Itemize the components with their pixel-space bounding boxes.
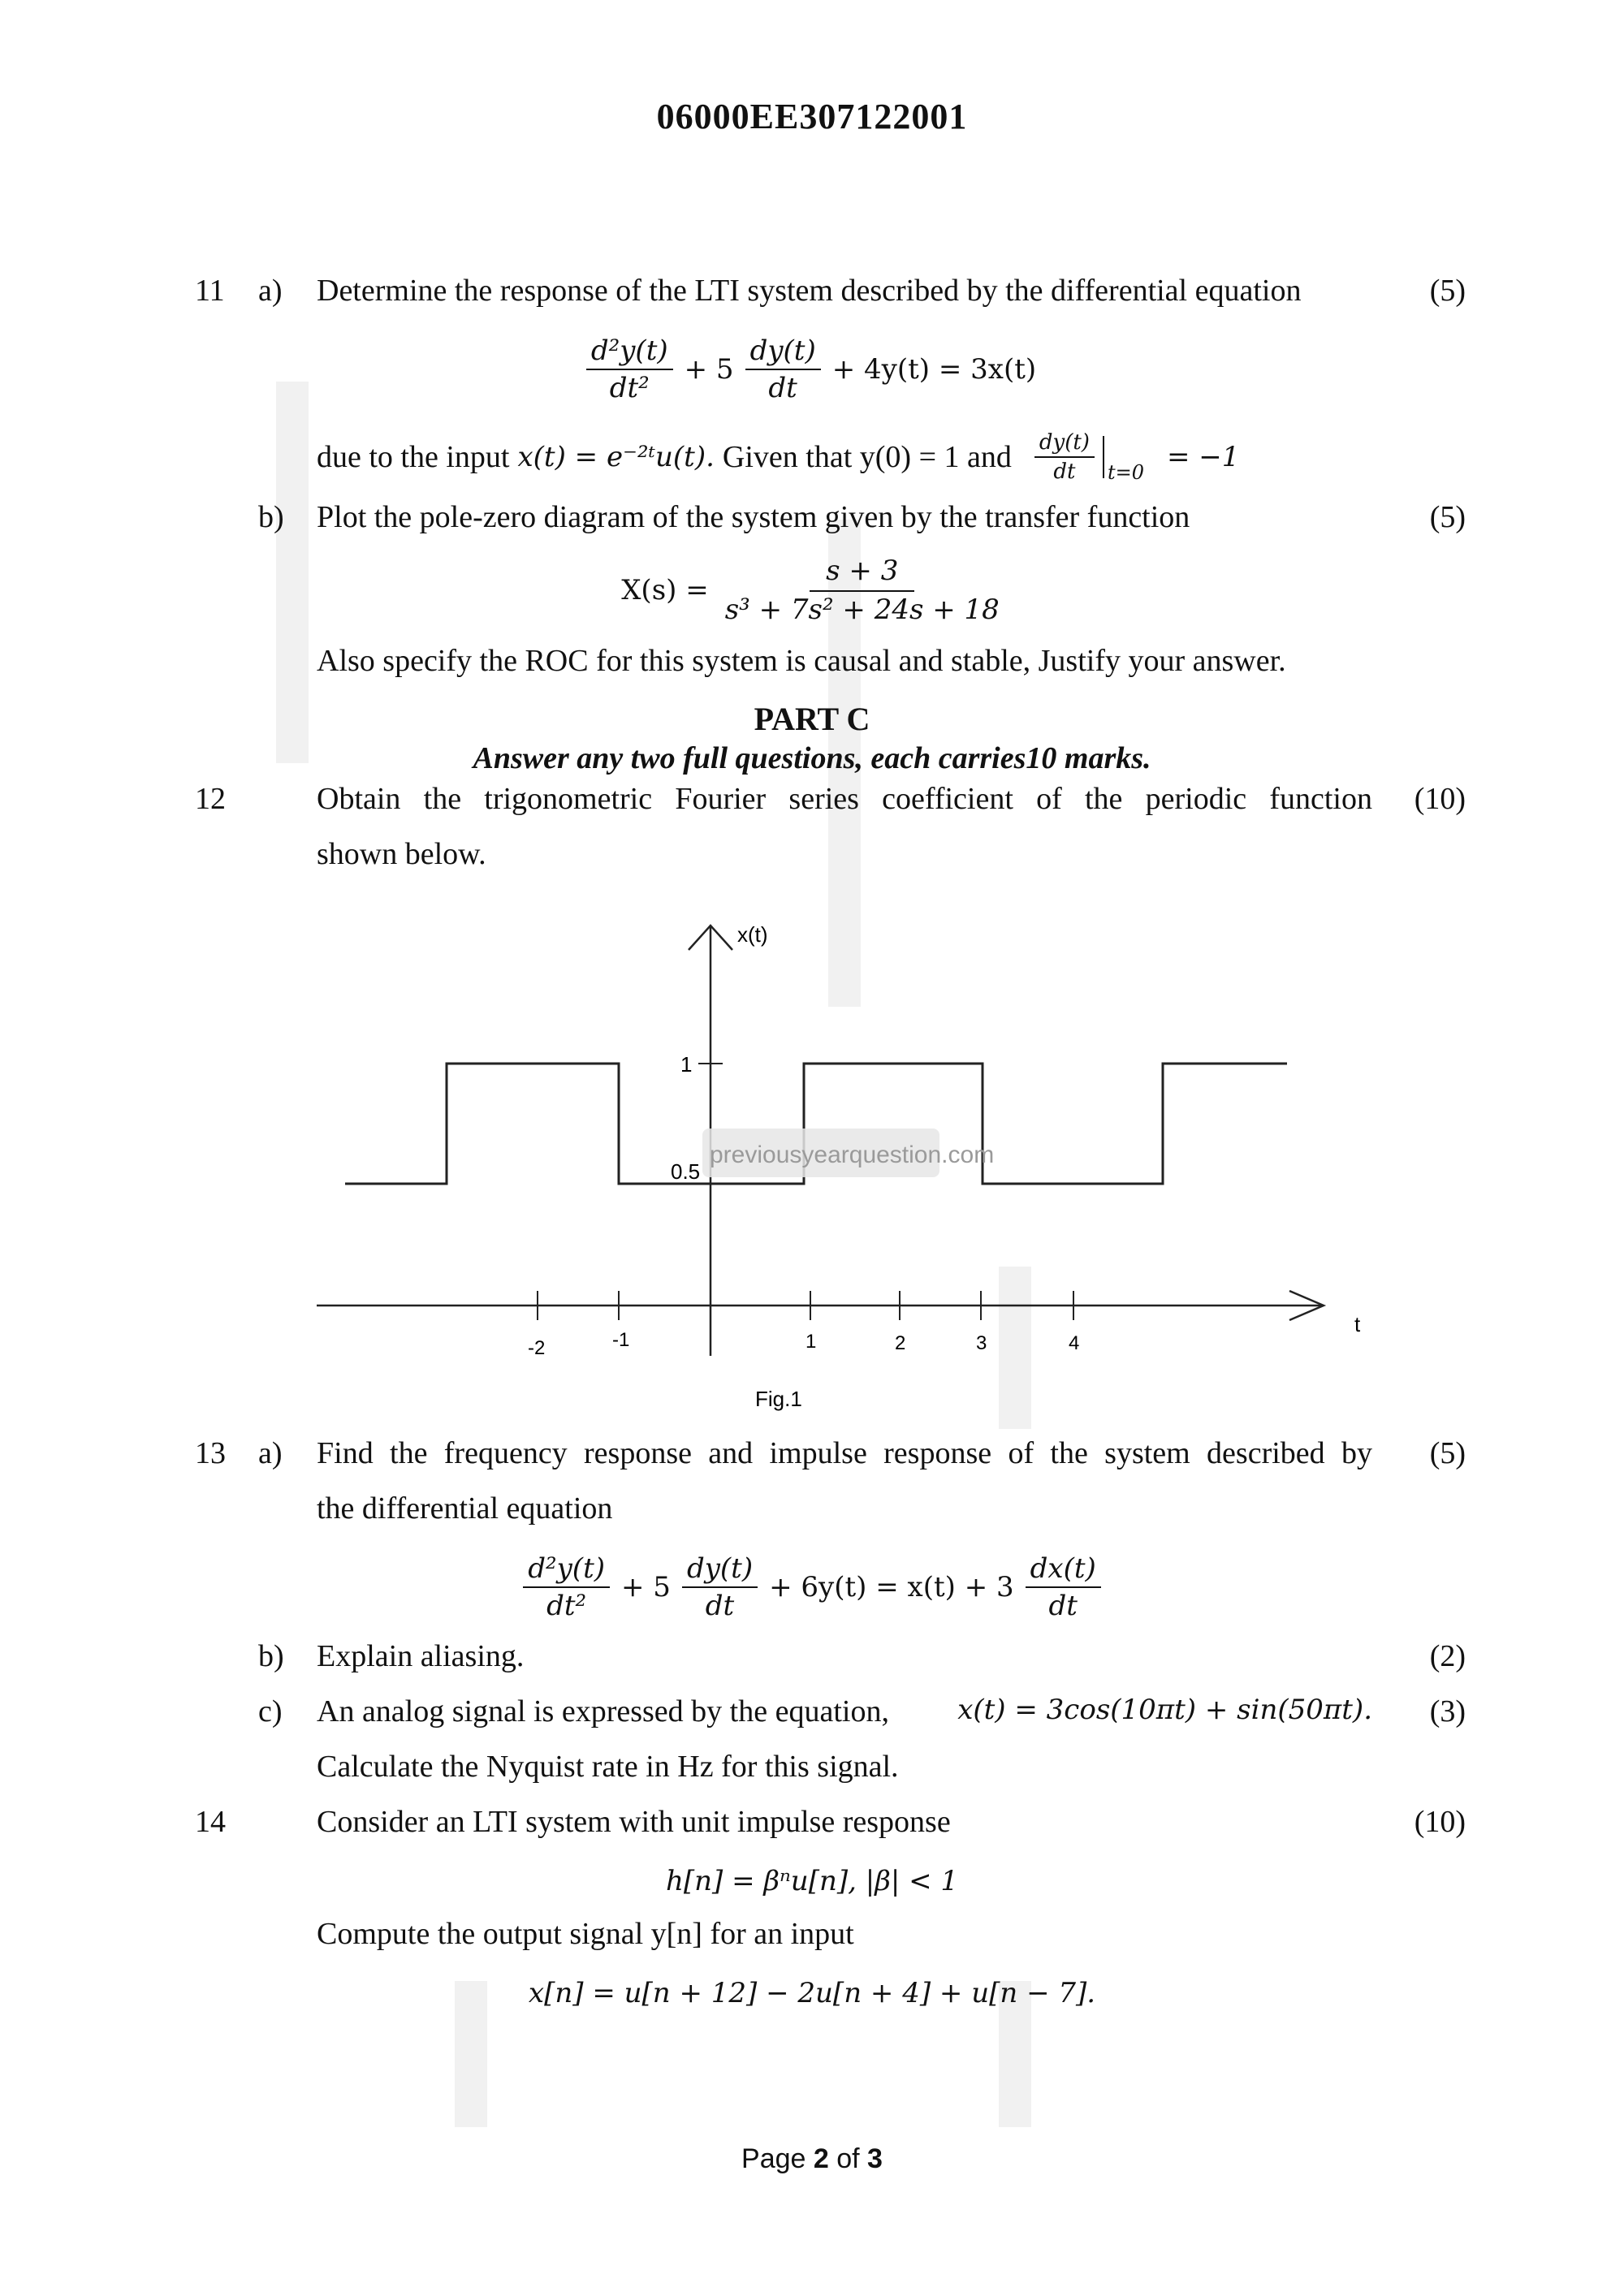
derivative-value: = −1: [1166, 441, 1240, 473]
tick-label: 2: [895, 1332, 906, 1354]
derivative-fraction: [1034, 430, 1095, 484]
signal-expression: x(t) = 3cos(10πt) + sin(50πt).: [957, 1694, 1372, 1726]
tick-label: -2: [528, 1337, 546, 1359]
frac-num: dy(t): [682, 1552, 758, 1588]
page-footer: [0, 2143, 1624, 2175]
tick-label: 1: [806, 1331, 817, 1353]
footer-prefix: Page: [741, 2143, 814, 2174]
question-text: the differential equation: [317, 1491, 613, 1526]
q13c-row: [0, 1694, 1624, 1734]
marks: (2): [1429, 1639, 1466, 1673]
q14-row2: [0, 1916, 1624, 1957]
question-text: Consider an LTI system with unit impulse response: [317, 1805, 951, 1839]
fraction: [720, 555, 1004, 626]
given-text: Given that y(0) = 1 and: [722, 440, 1012, 474]
marks: (3): [1429, 1694, 1466, 1728]
fraction: [523, 1552, 610, 1622]
q13a-row: [0, 1435, 1624, 1476]
transfer-function: [0, 546, 1624, 635]
frac-num: dx(t): [1026, 1552, 1101, 1588]
q11a-row: [0, 273, 1624, 313]
input-signal-expression: x[n] = u[n + 12] − 2u[n + 4] + u[n − 7].: [528, 1977, 1096, 2009]
operator: + 5: [621, 1571, 671, 1603]
frac-num: dy(t): [1034, 430, 1095, 458]
q11a-input-row: [0, 430, 1624, 487]
watermark-text: previousyearquestion.com: [710, 1142, 995, 1168]
part-instruction: Answer any two full questions, each carries10 marks.: [473, 741, 1151, 775]
y-axis-label: x(t): [737, 922, 768, 947]
marks: (10): [1414, 1805, 1466, 1839]
sub-label: a): [258, 1436, 283, 1470]
sub-label: b): [258, 500, 284, 534]
q12-row: [0, 781, 1624, 822]
fraction: [682, 1552, 758, 1622]
q12-row2: [0, 836, 1624, 877]
q11b-row: [0, 499, 1624, 540]
frac-num: d²y(t): [523, 1552, 610, 1588]
question-text: Explain aliasing.: [317, 1639, 525, 1673]
equation-rest: + 4y(t) = 3x(t): [831, 353, 1037, 386]
question-number: 11: [195, 274, 225, 308]
roc-text: Also specify the ROC for this system is causal and stable, Justify your answer.: [317, 644, 1286, 678]
q11a-equation: [0, 329, 1624, 410]
current-page: 2: [813, 2143, 829, 2174]
question-text: Determine the response of the LTI system described by the differential equation: [317, 274, 1302, 308]
q13a-equation: [0, 1547, 1624, 1628]
frac-den: dt: [1048, 1590, 1078, 1622]
frac-den: dt: [1053, 460, 1076, 484]
fraction: [1026, 1552, 1101, 1622]
question-text: Find the frequency response and impulse response of the system described by: [317, 1436, 1372, 1470]
question-number: 12: [195, 782, 226, 816]
figure-caption: Fig.1: [755, 1387, 802, 1411]
exam-code: 06000EE307122001: [656, 97, 968, 136]
marks: (5): [1429, 500, 1466, 534]
footer-mid: of: [828, 2143, 868, 2174]
operator: + 5: [684, 353, 734, 386]
level-low-label: 0.5: [671, 1159, 701, 1184]
input-line: [317, 430, 1239, 484]
question-text: Compute the output signal y[n] for an input: [317, 1917, 854, 1951]
marks: (5): [1429, 274, 1466, 308]
q11b-roc-row: [0, 643, 1624, 684]
watermark-stamp: [702, 1129, 994, 1177]
q13b-row: [0, 1638, 1624, 1679]
equation-mid: + 6y(t) = x(t) + 3: [769, 1571, 1014, 1603]
marks: (5): [1429, 1436, 1466, 1470]
text-prefix: An analog signal is expressed by the equation,: [317, 1694, 889, 1728]
input-expression: x(t) = e⁻²ᵗu(t).: [517, 441, 715, 473]
impulse-response-expression: h[n] = βⁿu[n], |β| < 1: [665, 1865, 959, 1897]
level-high-label: 1: [680, 1052, 693, 1077]
fig1-waveform: [0, 893, 1624, 1437]
sub-label: a): [258, 274, 283, 308]
fraction: [586, 334, 673, 404]
part-title: PART C: [754, 701, 870, 737]
input-prefix: due to the input: [317, 440, 510, 474]
question-text: Calculate the Nyquist rate in Hz for this signal.: [317, 1750, 899, 1784]
sub-label: c): [258, 1694, 283, 1728]
frac-den: dt²: [609, 372, 650, 404]
frac-den: dt²: [546, 1590, 587, 1622]
tick-label: 3: [976, 1332, 987, 1354]
tf-lhs: X(s) =: [621, 574, 709, 606]
frac-num: s + 3: [810, 555, 914, 592]
question-number: 13: [195, 1436, 226, 1470]
frac-num: dy(t): [745, 334, 821, 370]
total-pages: 3: [867, 2143, 883, 2174]
sub-label: b): [258, 1639, 284, 1673]
question-text: Obtain the trigonometric Fourier series coefficient of the periodic function: [317, 782, 1372, 816]
frac-num: d²y(t): [586, 334, 673, 370]
frac-den: dt: [705, 1590, 735, 1622]
evaluation-bar: [1103, 436, 1104, 478]
q13c-row2: [0, 1749, 1624, 1789]
x-axis-label: t: [1354, 1312, 1361, 1336]
q13a-row2: [0, 1491, 1624, 1531]
tick-label: 4: [1069, 1332, 1080, 1354]
frac-den: dt: [768, 372, 797, 404]
q14-row: [0, 1804, 1624, 1845]
evaluation-subscript: t=0: [1107, 461, 1144, 484]
tick-label: -1: [612, 1329, 630, 1351]
fraction: [745, 334, 821, 404]
marks: (10): [1414, 782, 1466, 816]
question-text: [317, 1694, 1372, 1729]
question-text: shown below.: [317, 837, 486, 871]
frac-den: s³ + 7s² + 24s + 18: [724, 593, 1000, 626]
question-text: Plot the pole-zero diagram of the system given by the transfer function: [317, 500, 1190, 534]
question-number: 14: [195, 1805, 226, 1839]
